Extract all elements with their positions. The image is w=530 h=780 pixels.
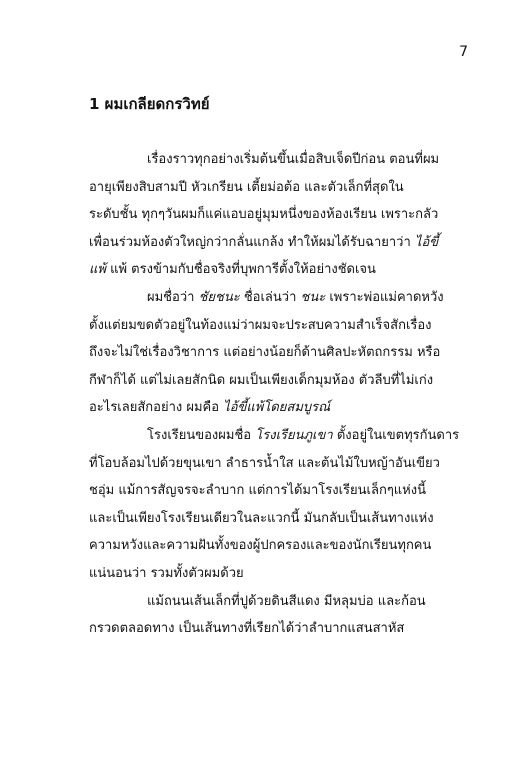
nickname-end: แพ้	[89, 262, 106, 278]
school-name: โรงเรียนภูเขา	[255, 427, 333, 443]
text-segment: แพ้ ตรงข้ามกับชื่อจริงที่บุพการีตั้งให้อย่างชัดเจน	[110, 262, 376, 278]
page-number: 7	[459, 44, 468, 60]
text-line: กรวดตลอดทาง เป็นเส้นทางที่เรียกได้ว่าลำบากแสนสาหัส	[89, 621, 405, 637]
text-line	[89, 284, 447, 312]
text-line	[89, 256, 447, 284]
text-line: เรื่องราวทุกอย่างเริ่มต้นขึ้นเมื่อสิบเจ็ดปีก่อน ตอนที่ผม	[147, 152, 440, 167]
text-line: อายุเพียงสิบสามปี หัวเกรียน เตี้ยม่อต้อ และตัวเล็กที่สุดใน	[89, 179, 404, 195]
text-line: ระดับชั้น ทุกๆวันผมก็แค่แอบอยู่มุมหนึ่งของห้องเรียน เพราะกลัว	[89, 207, 439, 223]
text-segment: โรงเรียนของผมชื่อ	[147, 427, 252, 443]
text-line: ที่โอบล้อมไปด้วยขุนเขา ลำธารน้ำใส และต้นไม้ใบหญ้าอันเขียว	[89, 455, 440, 471]
text-segment: ผมชื่อว่า	[147, 289, 195, 305]
text-line: ความหวังและความฝันทั้งของผู้ปกครองและของนักเรียนทุกคน	[89, 538, 432, 554]
full-name: ชัยชนะ	[198, 289, 240, 305]
text-segment: ตั้งอยู่ในเขตทุรกันดาร	[336, 427, 460, 443]
text-segment: เพื่อนร่วมห้องตัวใหญ่กว่ากลั่นแกล้ง ทำให้ผมได้รับฉายาว่า	[89, 234, 411, 250]
short-name: ชนะ	[300, 289, 326, 305]
text-line: แม้ถนนเส้นเล็กที่ปูด้วยดินสีแดง มีหลุมบ่อ และก้อน	[147, 593, 426, 609]
text-segment: ชื่อเล่นว่า	[243, 289, 297, 305]
text-line: ถึงจะไม่ใช่เรื่องวิชาการ แต่อย่างน้อยก็ด้านศิลปะหัตถกรรม หรือ	[89, 345, 441, 361]
text-line	[89, 394, 447, 422]
text-line: ชอุ่ม แม้การสัญจรจะลำบาก แต่การได้มาโรงเรียนเล็กๆแห่งนี้	[89, 483, 426, 499]
text-segment: อะไรเลยสักอย่าง ผมคือ	[89, 400, 220, 416]
text-line: ตั้งแต่ยมขดตัวอยู่ในท้องแม่ว่าผมจะประสบความสำเร็จสักเรื่อง	[89, 317, 432, 333]
chapter-title: 1 ผมเกลียดกรวิทย์	[89, 95, 210, 113]
text-line: แน่นอนว่า รวมทั้งตัวผมด้วย	[89, 565, 244, 581]
text-line	[89, 229, 447, 257]
nickname: ไอ้ขี้	[414, 234, 439, 250]
text-line: กีฬาก็ได้ แต่ไม่เลยสักนิด ผมเป็นเพียงเด็กมุมห้อง ตัวลีบที่ไม่เก่ง	[89, 372, 434, 388]
body-text	[89, 146, 460, 643]
emphasis: ไอ้ขี้แพ้โดยสมบูรณ์	[223, 400, 331, 416]
text-line: และเป็นเพียงโรงเรียนเดียวในละแวกนี้ มันกลับเป็นเส้นทางแห่ง	[89, 510, 434, 526]
text-line	[89, 422, 460, 450]
text-segment: เพราะพ่อแม่คาดหวัง	[329, 289, 444, 305]
